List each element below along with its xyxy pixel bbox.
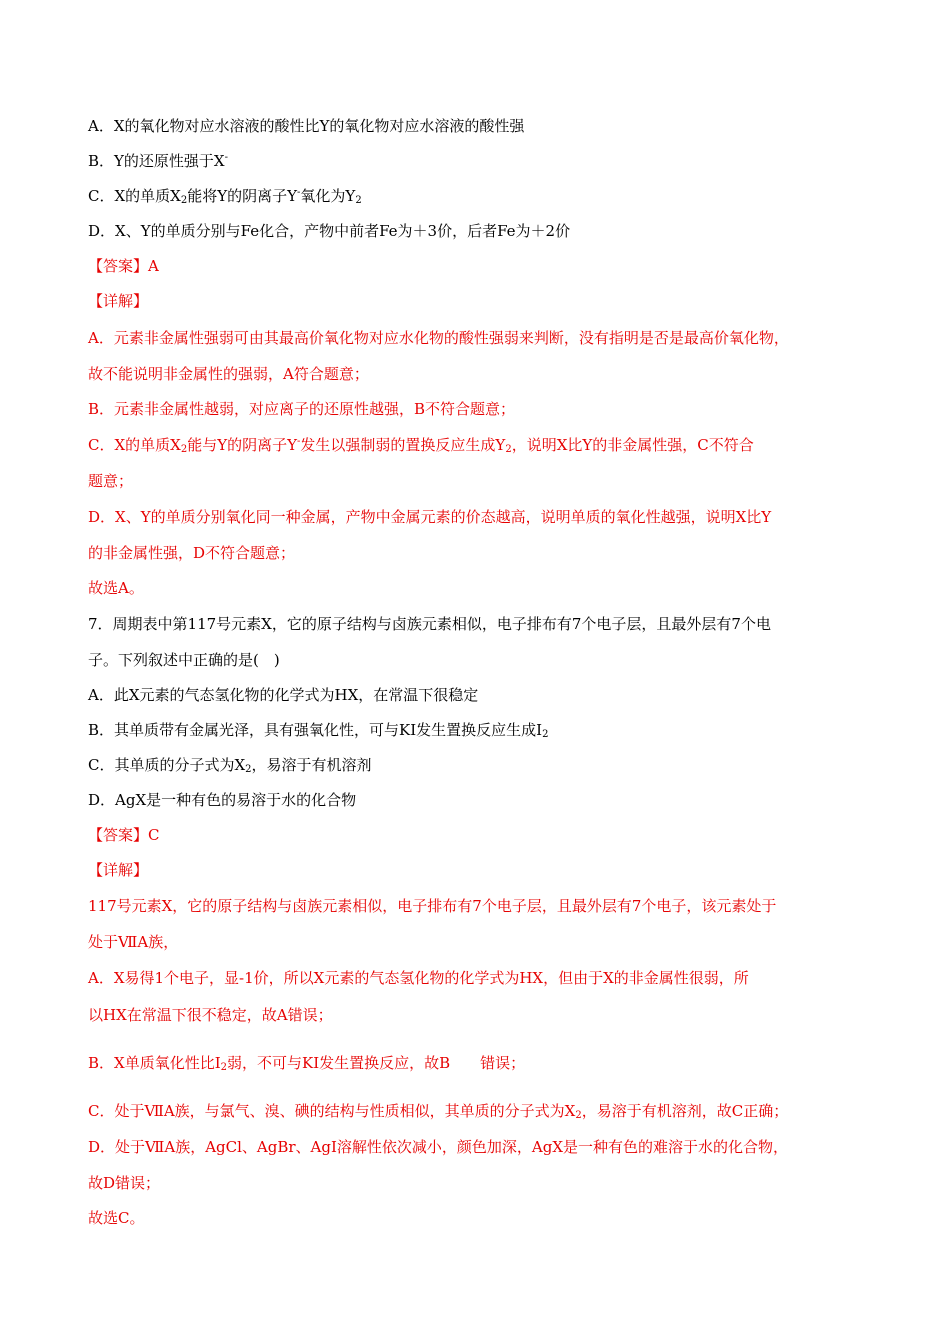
q6-explanation-d-line2: 的非金属性强，D不符合题意； [88, 544, 296, 562]
q7-intro-line1: 117号元素X，它的原子结构与卤族元素相似，电子排布有7个电子层，且最外层有7个电子，该元素处于 [88, 897, 777, 915]
q7-option-b: B．其单质带有金属光泽，具有强氧化性，可与KI发生置换反应生成$I_2$ [88, 721, 549, 740]
q7-conclusion: 故选C。 [88, 1209, 145, 1227]
q7-option-a: A．此X元素的气态氢化物的化学式为HX，在常温下很稳定 [88, 686, 479, 704]
q7-stem-line2: 子。下列叙述中正确的是( ) [88, 651, 280, 669]
q7-option-c: C．其单质的分子式为$X_2$，易溶于有机溶剂 [88, 756, 372, 775]
q7-detail-heading: 【详解】 [88, 861, 149, 879]
q6-detail-heading: 【详解】 [88, 292, 149, 310]
q6-explanation-c-line1: C．X的单质$X_2$能与Y的阴离子Y-发生以强制弱的置换反应生成$Y_2$，说明X比Y的非金属性强，C不符合 [88, 436, 754, 455]
q7-answer: 【答案】C [88, 826, 160, 844]
q6-explanation-d-line1: D．X、Y的单质分别氧化同一种金属，产物中金属元素的价态越高，说明单质的氧化性越强，说明X比Y [88, 508, 772, 526]
q6-explanation-a-line2: 故不能说明非金属性的强弱，A符合题意； [88, 365, 369, 383]
q7-intro-line2: 处于ⅦA族， [88, 933, 179, 951]
q6-explanation-b: B．元素非金属性越弱，对应离子的还原性越强，B不符合题意； [88, 400, 516, 418]
q6-answer: 【答案】A [88, 257, 159, 275]
q7-option-d: D．AgX是一种有色的易溶于水的化合物 [88, 791, 357, 809]
q6-option-d: D．X、Y的单质分别与Fe化合，产物中前者Fe为＋3价，后者Fe为＋2价 [88, 222, 571, 240]
q6-option-c: C．X的单质$X_2$能将Y的阴离子Y-氧化为$Y_2$ [88, 187, 362, 206]
q7-stem-line1: 7．周期表中第117号元素X，它的原子结构与卤族元素相似，电子排布有7个电子层，且最外层有7个电 [88, 615, 771, 633]
q7-explanation-c: C．处于ⅦA族，与氯气、溴、碘的结构与性质相似，其单质的分子式为$X_2$，易溶于有机溶剂，故C正确； [88, 1102, 789, 1121]
q6-option-a: A．X的氧化物对应水溶液的酸性比Y的氧化物对应水溶液的酸性强 [88, 117, 525, 135]
q7-explanation-b: B．X单质氧化性比$I_2$弱，不可与KI发生置换反应，故B 错误； [88, 1054, 526, 1073]
q6-explanation-a-line1: A．元素非金属性强弱可由其最高价氧化物对应水化物的酸性强弱来判断，没有指明是否是最高价氧化物， [88, 329, 789, 347]
q7-explanation-a-line1: A．X易得1个电子，显-1价，所以X元素的气态氢化物的化学式为HX，但由于X的非金属性很弱，所 [88, 969, 749, 987]
q6-conclusion: 故选A。 [88, 579, 144, 597]
q6-explanation-c-line2: 题意； [88, 472, 134, 490]
q7-explanation-a-line2: 以HX在常温下很不稳定，故A错误； [88, 1006, 333, 1024]
q6-option-b: B．Y的还原性强于X- [88, 152, 228, 170]
q7-explanation-d-line1: D．处于ⅦA族，AgCl、AgBr、AgI溶解性依次减小，颜色加深，AgX是一种有色的难溶于水的化合物， [88, 1138, 789, 1156]
q7-explanation-d-line2: 故D错误； [88, 1174, 161, 1192]
